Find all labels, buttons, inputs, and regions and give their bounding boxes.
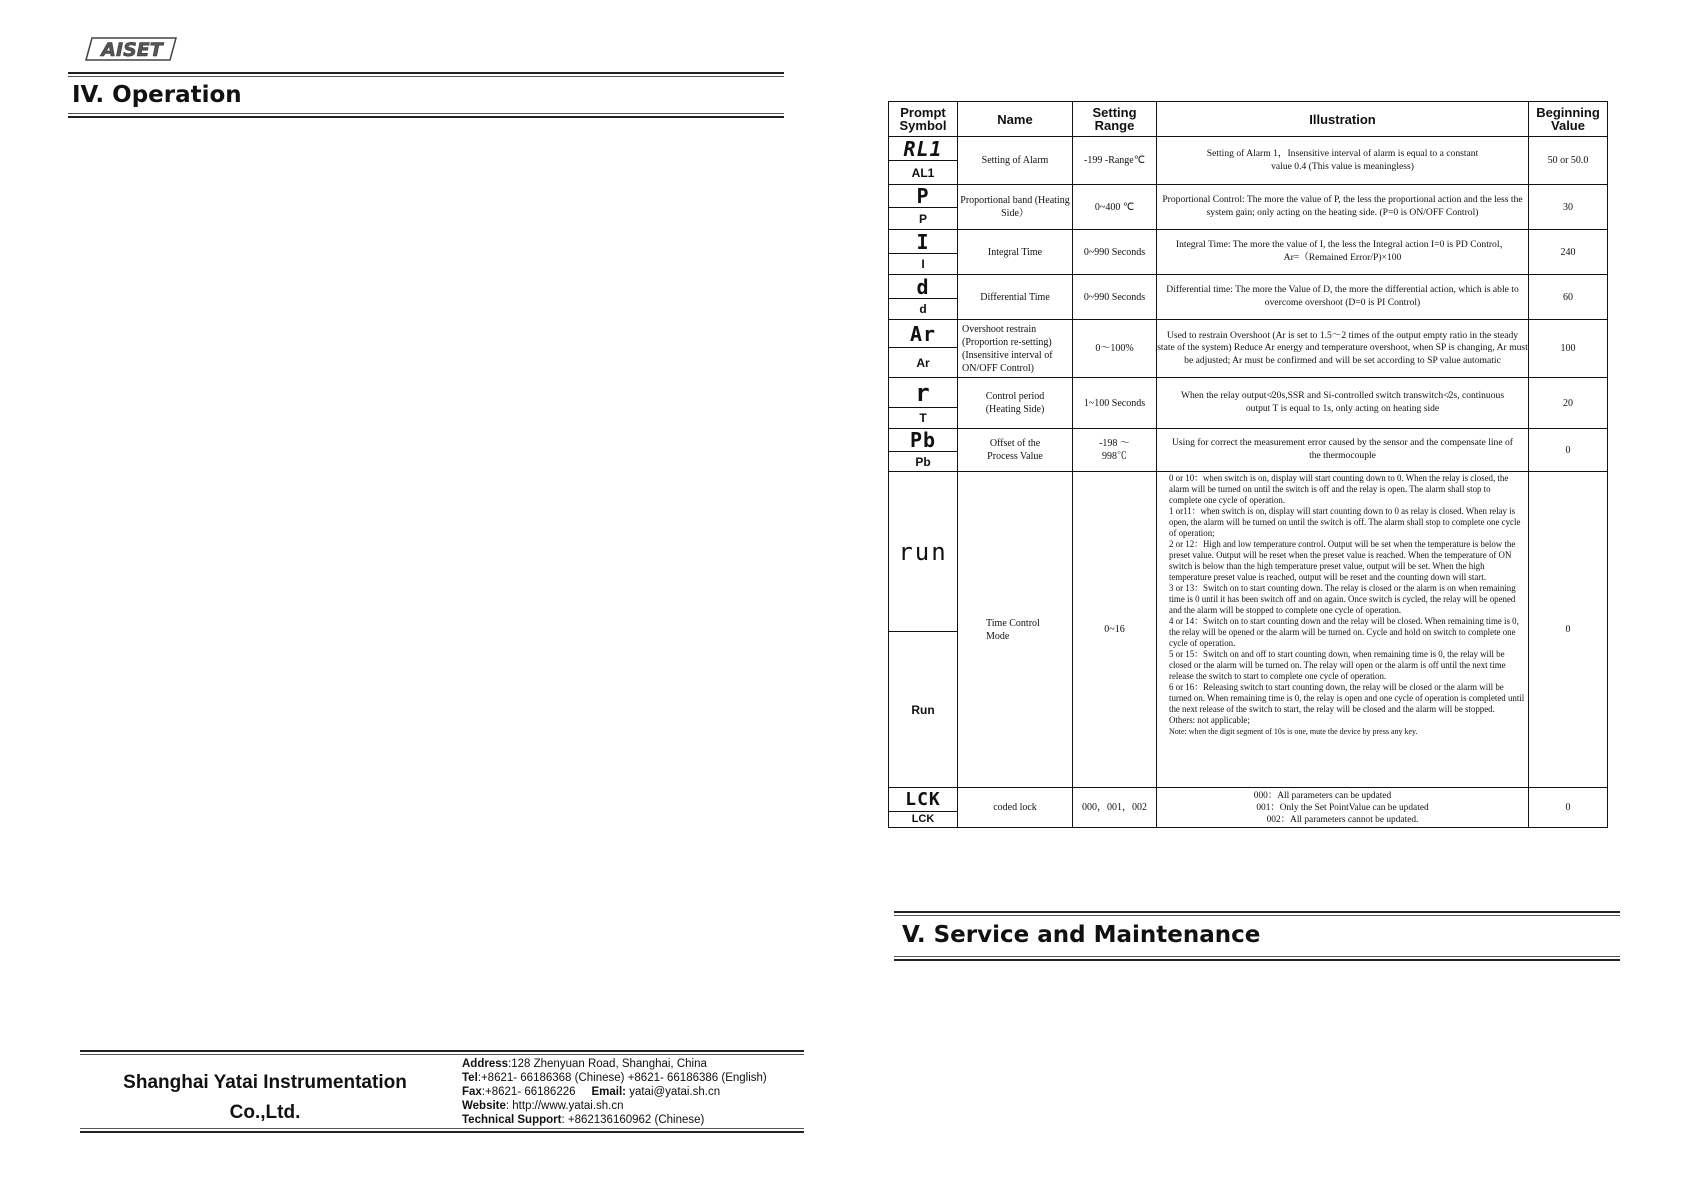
param-illustration: When the relay output≮20s,SSR and Si-controlled switch transwitch≮2s, continuous output T is equal to 1s, only acting on heating side xyxy=(1157,378,1529,429)
tel-value: :+8621- 66186368 (Chinese) +8621- 66186386 (English) xyxy=(477,1072,767,1084)
param-range: -198 ～ 998℃ xyxy=(1073,429,1157,472)
header-illustration: Illustration xyxy=(1157,102,1529,137)
param-illustration: Integral Time: The more the value of I, the less the Integral action I=0 is PD Control，Ar=（Remained Error/P)×100 xyxy=(1157,230,1529,275)
param-range: 0~16 xyxy=(1073,472,1157,788)
address-line xyxy=(462,1057,767,1071)
table-header-row xyxy=(889,102,1608,137)
param-illustration: Used to restrain Overshoot (Ar is set to 1.5～2 times of the output empty ratio in the steady state of the system) Reduce Ar energy and temperature overshoot, when SP is changing, Ar must be adjusted; Ar must be confirmed and will be set according to SP value automatic xyxy=(1157,320,1529,378)
run-mode-4: 4 or 14：Switch on to start counting down and the relay will be closed. When remaining time is 0, the relay will be opened or the alarm will be turned on. Cycle and hold on switch to complete one cycle of operation. xyxy=(1169,616,1519,648)
table-row xyxy=(889,472,1608,632)
param-name: Offset of the Process Value xyxy=(958,429,1073,472)
table-row xyxy=(889,378,1608,408)
lock-option-002: 002：All parameters cannot be updated. xyxy=(1266,814,1419,825)
table-row xyxy=(889,788,1608,812)
header-rule-top xyxy=(68,72,784,77)
header-prompt-symbol: Prompt Symbol xyxy=(889,102,958,137)
run-mode-6: 6 or 16：Releasing switch to start counting down, the relay will be closed or the alarm will be turned on. When remaining time is 0, the relay is open and one cycle of operation is completed until the next release of the switch to start, the relay will be closed and the alarm will be stopped. xyxy=(1169,682,1525,714)
segment-symbol: LCK xyxy=(889,788,958,812)
table-row xyxy=(889,429,1608,452)
segment-symbol: I xyxy=(889,230,958,254)
segment-symbol: P xyxy=(889,185,958,208)
segment-symbol: r xyxy=(889,378,958,408)
param-name: Time Control Mode xyxy=(958,472,1073,788)
fax-label: Fax xyxy=(462,1086,482,1098)
param-value: 60 xyxy=(1529,275,1608,320)
run-mode-0: 0 or 10：when switch is on, display will start counting down to 0. When the relay is closed, the alarm will be turned on until the switch is off and the relay is open. The alarm shall stop to complete one cycle of operation. xyxy=(1169,473,1509,505)
param-range: -199 -Range℃ xyxy=(1073,137,1157,185)
aiset-logo xyxy=(84,34,180,64)
param-value: 0 xyxy=(1529,429,1608,472)
param-name: Integral Time xyxy=(958,230,1073,275)
table-row xyxy=(889,230,1608,254)
company-name xyxy=(100,1068,430,1128)
param-name: coded lock xyxy=(958,788,1073,828)
param-name: Control period (Heating Side) xyxy=(958,378,1073,429)
fax-value: :+8621- 66186226 xyxy=(481,1086,576,1098)
segment-symbol: d xyxy=(889,275,958,299)
param-range: 0~400 ℃ xyxy=(1073,185,1157,230)
param-value: 30 xyxy=(1529,185,1608,230)
footer-rule-bottom xyxy=(80,1128,804,1133)
lock-option-001: 001：Only the Set PointValue can be updated xyxy=(1256,802,1429,813)
segment-symbol: RL1 xyxy=(889,137,958,161)
param-range: 0~990 Seconds xyxy=(1073,275,1157,320)
header-setting-range: Setting Range xyxy=(1073,102,1157,137)
param-range: 000，001，002 xyxy=(1073,788,1157,828)
header-rule-bottom xyxy=(68,113,784,118)
tel-label: Tel xyxy=(462,1072,478,1084)
website-label: Website xyxy=(462,1100,506,1112)
company-name-line2: Co.,Ltd. xyxy=(229,1102,301,1123)
param-name: Setting of Alarm xyxy=(958,137,1073,185)
lock-option-000: 000：All parameters can be updated xyxy=(1253,790,1392,801)
header-name: Name xyxy=(958,102,1073,137)
param-value: 0 xyxy=(1529,472,1608,788)
service-rule-bottom xyxy=(894,956,1620,961)
segment-symbol: run xyxy=(889,472,958,632)
run-mode-note: Note: when the digit segment of 10s is one, mute the device by press any key. xyxy=(1169,727,1418,736)
address-value: :128 Zhenyuan Road, Shanghai, China xyxy=(508,1058,707,1070)
param-name: Proportional band (Heating Side） xyxy=(958,185,1073,230)
service-rule-top xyxy=(894,911,1620,916)
section-title-operation: IV. Operation xyxy=(72,82,242,108)
param-illustration xyxy=(1157,788,1529,828)
contact-info xyxy=(462,1057,767,1127)
support-value: : +862136160962 (Chinese) xyxy=(561,1114,705,1126)
support-label: Technical Support xyxy=(462,1114,562,1126)
param-range: 1~100 Seconds xyxy=(1073,378,1157,429)
param-code: d xyxy=(889,299,958,320)
table-row xyxy=(889,137,1608,161)
fax-email-line xyxy=(462,1085,767,1099)
param-value: 240 xyxy=(1529,230,1608,275)
param-code: T xyxy=(889,408,958,429)
run-mode-3: 3 or 13：Switch on to start counting down. The relay is closed or the alarm is on when remaining time is 0 until it has been switch off and on again. Once switch is cycled, the relay will be opened and the alarm will be stopped to complete one cycle of operation. xyxy=(1169,583,1516,615)
table-row xyxy=(889,185,1608,208)
param-code: Ar xyxy=(889,348,958,378)
param-code: AL1 xyxy=(889,161,958,185)
header-beginning-value: Beginning Value xyxy=(1529,102,1608,137)
param-code: P xyxy=(889,208,958,230)
run-mode-others: Others: not applicable; xyxy=(1169,715,1250,725)
param-name: Overshoot restrain (Proportion re-setting) (Insensitive interval of ON/OFF Control) xyxy=(958,320,1073,378)
param-value: 50 or 50.0 xyxy=(1529,137,1608,185)
address-label: Address xyxy=(462,1058,509,1070)
param-value: 20 xyxy=(1529,378,1608,429)
param-range: 0～100% xyxy=(1073,320,1157,378)
param-illustration: Differential time: The more the Value of D, the more the differential action, which is able to overcome overshoot (D=0 is PI Control) xyxy=(1157,275,1529,320)
support-line xyxy=(462,1113,767,1127)
tel-line xyxy=(462,1071,767,1085)
email-label: Email: xyxy=(591,1086,627,1098)
param-illustration: Proportional Control: The more the value of P, the less the proportional action and the less the system gain; only acting on the heating side. (P=0 is ON/OFF Control) xyxy=(1157,185,1529,230)
parameter-table xyxy=(888,101,1608,828)
section-title-service: V. Service and Maintenance xyxy=(902,922,1261,948)
table-row xyxy=(889,320,1608,348)
table-row xyxy=(889,275,1608,299)
param-illustration: Setting of Alarm 1，Insensitive interval of alarm is equal to a constant value 0.4 (This value is meaningless) xyxy=(1157,137,1529,185)
segment-symbol: Pb xyxy=(889,429,958,452)
website-value[interactable]: : http://www.yatai.sh.cn xyxy=(505,1100,624,1112)
param-code: I xyxy=(889,254,958,275)
param-code: Pb xyxy=(889,452,958,472)
run-mode-5: 5 or 15：Switch on and off to start counting down, when remaining time is 0, the relay will be closed or the alarm will be turned on. The relay will open or the alarm is off until the next time release the switch to start to complete one cycle of operation. xyxy=(1169,649,1506,681)
param-illustration xyxy=(1157,472,1529,788)
param-range: 0~990 Seconds xyxy=(1073,230,1157,275)
param-code: Run xyxy=(889,632,958,788)
company-name-line1: Shanghai Yatai Instrumentation xyxy=(123,1072,407,1093)
segment-symbol: Ar xyxy=(889,320,958,348)
param-value: 0 xyxy=(1529,788,1608,828)
svg-text:AISET: AISET xyxy=(101,39,163,61)
website-line xyxy=(462,1099,767,1113)
param-code: LCK xyxy=(889,812,958,828)
run-mode-1: 1 or11：when switch is on, display will start counting down to 0 as relay is closed. When relay is open, the alarm will be turned on until the switch is off. The alarm shall stop to complete one cycle of operation; xyxy=(1169,506,1521,538)
footer-rule-top xyxy=(80,1050,804,1055)
param-illustration: Using for correct the measurement error caused by the sensor and the compensate line of the thermocouple xyxy=(1157,429,1529,472)
run-mode-2: 2 or 12：High and low temperature control. Output will be set when the temperature is below the preset value. Output will be reset when the preset value is reached. When the temperature of ON switch is below than the high temperature preset value, output will be set. When the high temperature preset value is reached, output will be reset and the counting down will start. xyxy=(1169,539,1516,582)
param-name: Differential Time xyxy=(958,275,1073,320)
email-value[interactable]: yatai@yatai.sh.cn xyxy=(626,1086,721,1098)
param-value: 100 xyxy=(1529,320,1608,378)
